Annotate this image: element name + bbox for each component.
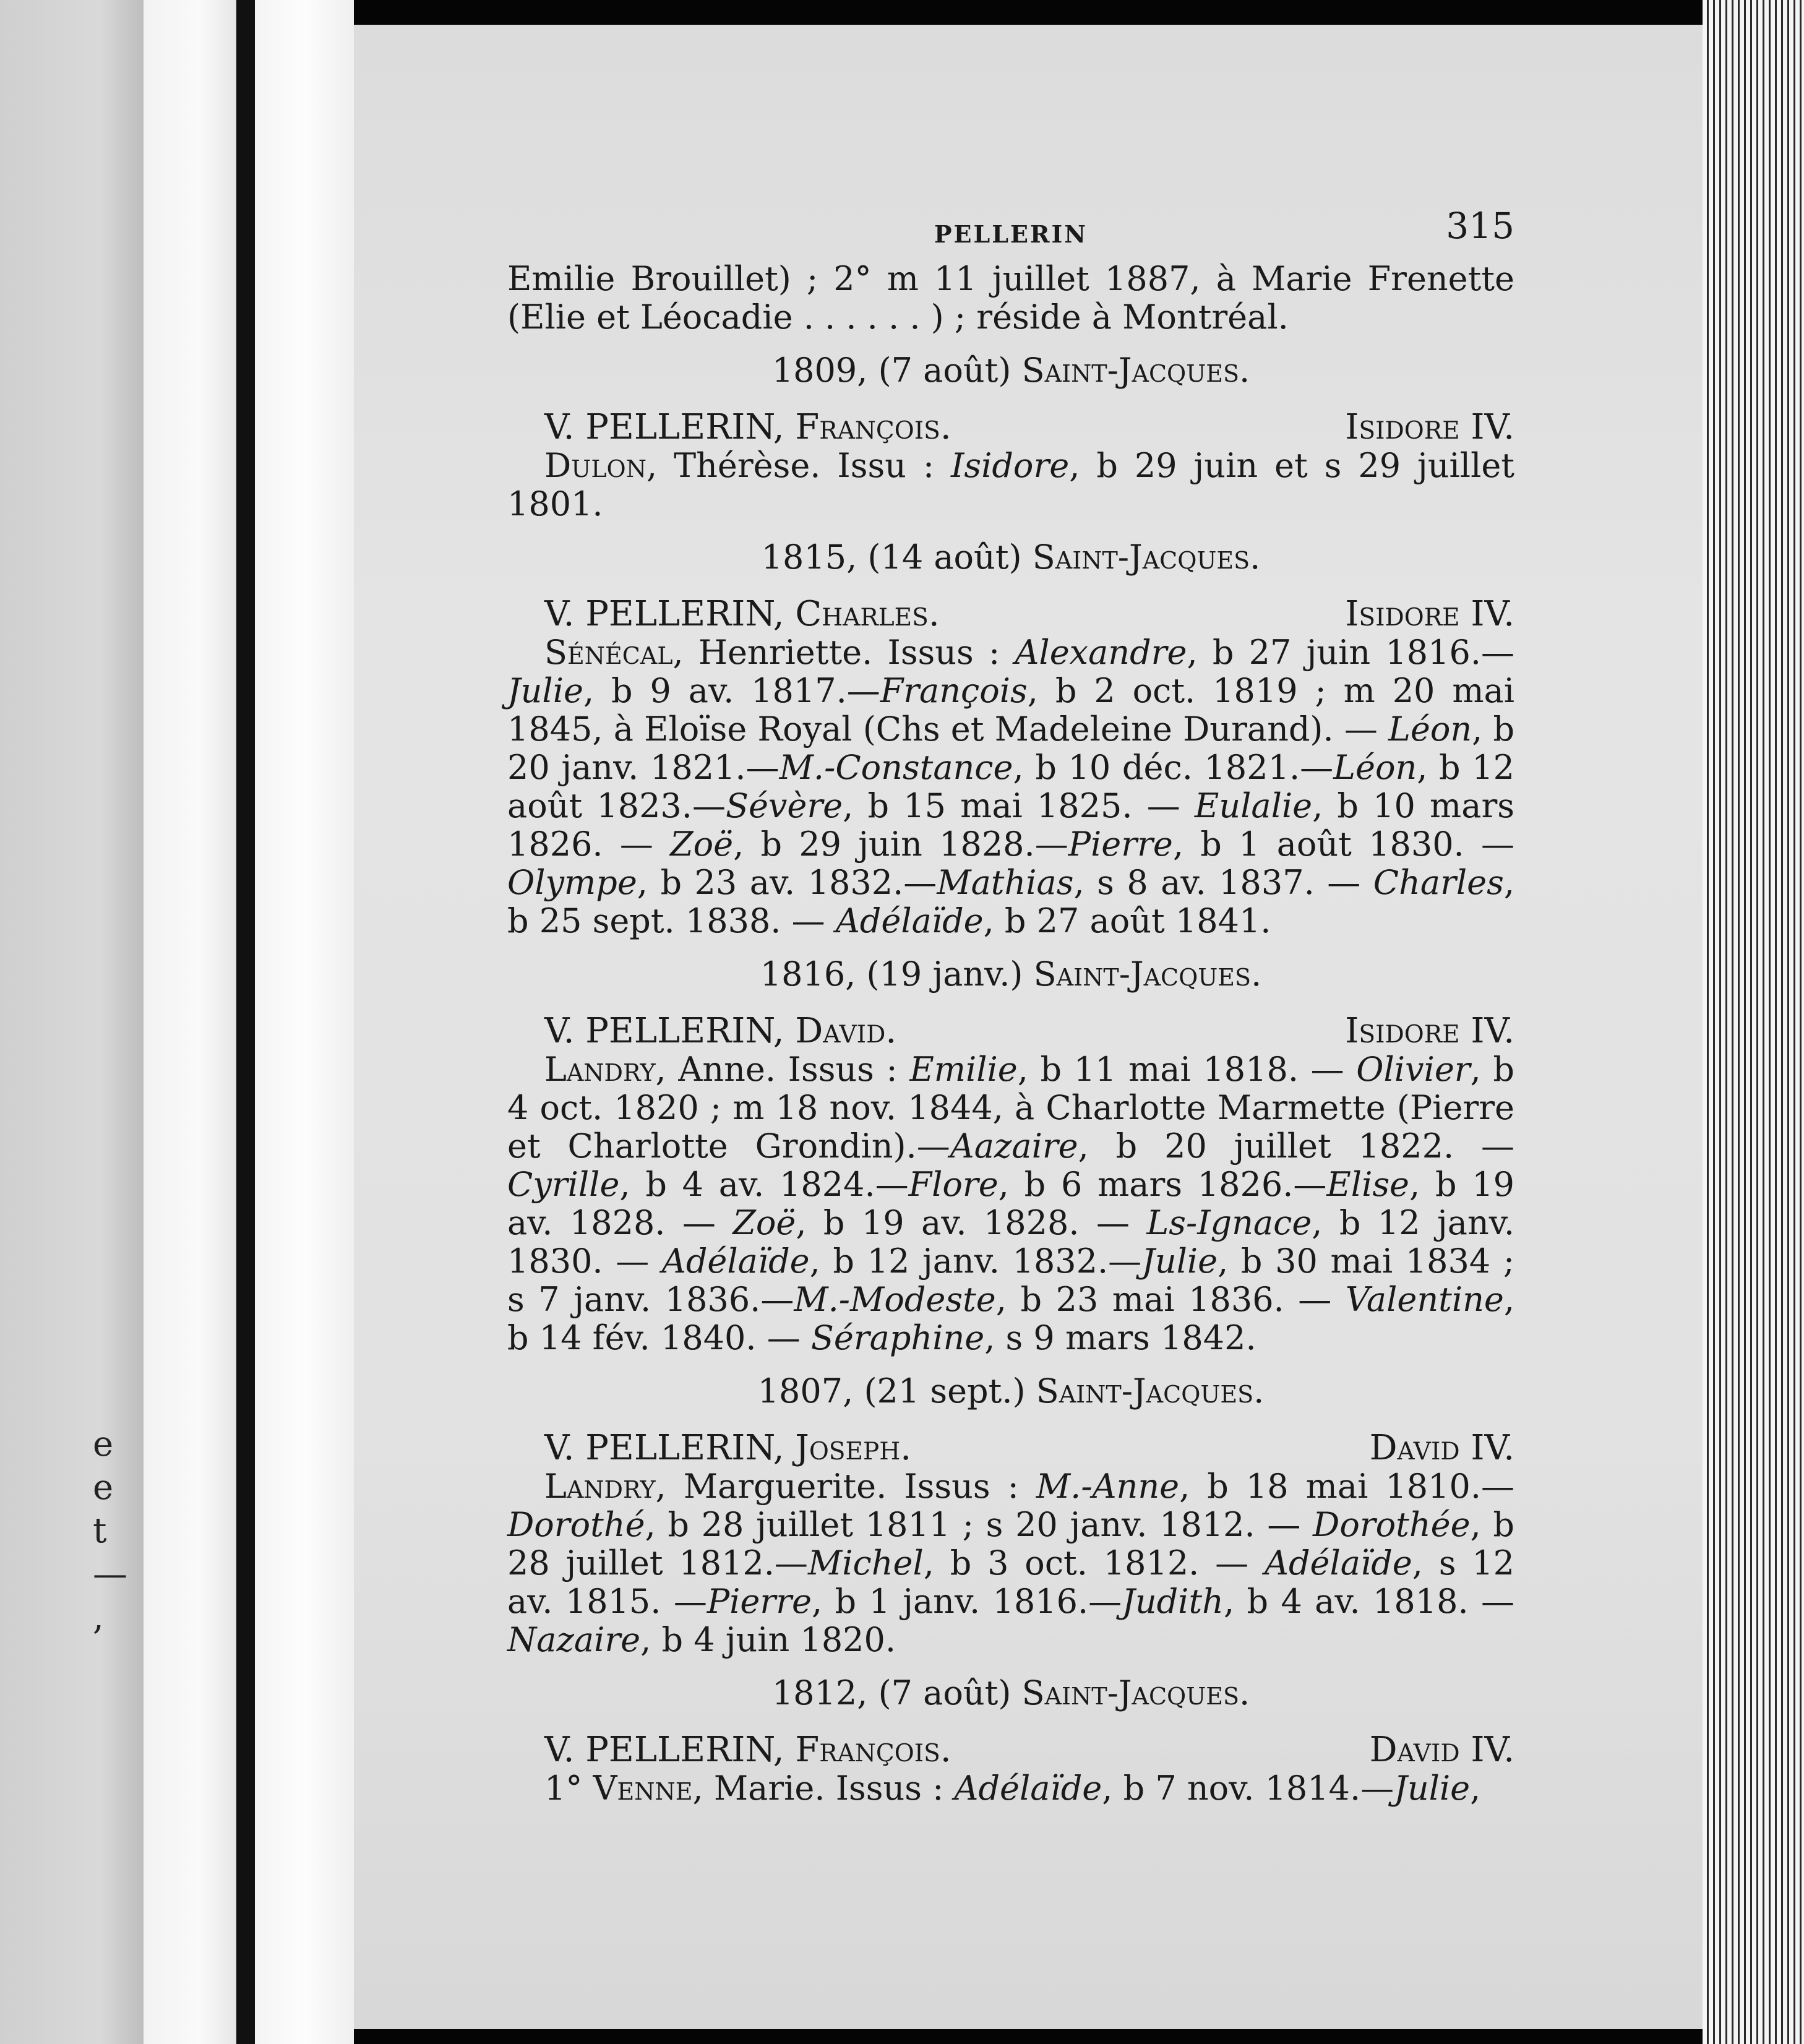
small-caps-text: David. — [795, 1011, 897, 1051]
text-run: , b 20 juillet 1822. — — [1078, 1127, 1514, 1166]
text-run: , s 9 mars 1842. — [984, 1318, 1256, 1357]
text-run: , b 7 nov. 1814.— — [1102, 1769, 1394, 1808]
text-run: V. PELLERIN, — [544, 1011, 796, 1051]
small-caps-text: Saint-Jacques. — [1021, 351, 1250, 390]
marriage-date-line — [507, 1372, 1514, 1411]
small-caps-text: Isidore — [1345, 1011, 1460, 1051]
entry-heading — [544, 1731, 1514, 1769]
name-italic: Charles — [1373, 863, 1504, 902]
text-run: 1809, (7 août) — [771, 351, 1022, 390]
name-italic: Olympe — [507, 863, 637, 902]
text-run: , b 12 août 1823.— — [507, 748, 1514, 825]
name-italic: Aazaire — [950, 1127, 1078, 1166]
text-run: , b 4 av. 1824.— — [619, 1165, 909, 1204]
text-run: IV. — [1459, 594, 1514, 634]
name-italic: Valentine — [1345, 1280, 1504, 1319]
text-run: , b 27 juin 1816.— — [1187, 633, 1514, 672]
text-run: 1816, (19 janv.) — [760, 955, 1034, 994]
margin-mark: t — [93, 1511, 107, 1551]
text-run: IV. — [1459, 1428, 1514, 1468]
marriage-date-line — [507, 955, 1514, 994]
small-caps-text: François. — [795, 1730, 951, 1770]
text-run: IV. — [1459, 1011, 1514, 1051]
text-run: , b 27 août 1841. — [983, 901, 1271, 940]
marriage-date-line — [507, 351, 1514, 390]
book-gutter — [236, 0, 255, 2044]
margin-mark: e — [93, 1424, 114, 1464]
page-text — [507, 204, 1514, 1808]
entry-lineage — [1345, 408, 1514, 447]
name-italic: Flore — [908, 1165, 999, 1204]
name-italic: Elise — [1326, 1165, 1410, 1204]
text-run: , Anne. Issus : — [655, 1050, 910, 1089]
page-stack-edges — [1703, 0, 1804, 2044]
name-italic: Judith — [1122, 1582, 1224, 1621]
margin-mark: e — [93, 1467, 114, 1508]
entry-heading — [544, 1012, 1514, 1050]
text-run: , b 23 mai 1836. — — [995, 1280, 1346, 1319]
text-run: , b 30 mai 1834 ; s 7 janv. 1836.— — [507, 1242, 1515, 1319]
small-caps-text: David — [1369, 1428, 1460, 1468]
page-margin-band — [255, 0, 354, 2044]
text-run: V. PELLERIN, — [544, 407, 796, 447]
entry-lineage — [1345, 1012, 1514, 1050]
small-caps-text: Isidore — [1345, 594, 1460, 634]
name-italic: Eulalie — [1194, 786, 1313, 825]
running-head: PELLERIN — [934, 220, 1088, 248]
small-caps-text: Saint-Jacques. — [1021, 1673, 1250, 1712]
text-run: , b 20 janv. 1821.— — [507, 710, 1515, 787]
entry-heading — [544, 595, 1514, 633]
small-caps-text: Saint-Jacques. — [1036, 1372, 1265, 1411]
text-run: , b 18 mai 1810.— — [1179, 1467, 1514, 1506]
text-run: , b 10 mars 1826. — — [507, 786, 1514, 864]
text-run: , b 29 juin et s 29 juillet 1801. — [507, 446, 1514, 523]
small-caps-text: David — [1369, 1730, 1460, 1770]
name-italic: Adélaïde — [954, 1769, 1102, 1808]
entry-name — [544, 408, 951, 447]
text-run: , b 28 juillet 1811 ; s 20 janv. 1812. — — [645, 1505, 1313, 1544]
name-italic: M.-Constance — [779, 748, 1013, 787]
name-italic: Sévère — [725, 786, 843, 825]
small-caps-text: Landry — [544, 1467, 656, 1506]
text-run: , b 4 oct. 1820 ; m 18 nov. 1844, à Charlotte Marmette (Pierre et Charlotte Grondin).— — [507, 1050, 1514, 1166]
name-italic: Pierre — [707, 1582, 812, 1621]
entry-paragraph — [507, 260, 1514, 337]
text-run: , b 10 déc. 1821.— — [1013, 748, 1334, 787]
small-caps-text: Isidore — [1345, 407, 1460, 447]
name-italic: Dorothée — [1313, 1505, 1471, 1544]
name-italic: Julie — [1394, 1769, 1471, 1808]
text-run: V. PELLERIN, — [544, 594, 796, 634]
text-run: , b 14 fév. 1840. — — [507, 1280, 1514, 1357]
name-italic: M.-Anne — [1036, 1467, 1180, 1506]
name-italic: Zoë — [670, 825, 734, 864]
text-run: IV. — [1459, 407, 1514, 447]
small-caps-text: Joseph. — [795, 1428, 912, 1468]
name-italic: Léon — [1333, 748, 1417, 787]
margin-mark: , — [93, 1597, 104, 1638]
entry-lineage — [1370, 1429, 1514, 1467]
text-run: V. PELLERIN, — [544, 1730, 796, 1770]
text-run: , b 19 av. 1828. — — [796, 1203, 1147, 1242]
text-run: , b 1 janv. 1816.— — [811, 1582, 1122, 1621]
entry-name — [544, 595, 940, 633]
text-run: , b 2 oct. 1819 ; m 20 mai 1845, à Eloïse Royal (Chs et Madeleine Durand). — — [507, 671, 1514, 749]
name-italic: Michel — [807, 1544, 924, 1582]
text-run: , b 15 mai 1825. — — [843, 786, 1195, 825]
text-run: , Marie. Issus : — [692, 1769, 955, 1808]
small-caps-text: Saint-Jacques. — [1033, 955, 1262, 994]
text-run: V. PELLERIN, — [544, 1428, 796, 1468]
name-italic: Adélaïde — [835, 901, 984, 940]
name-italic: Dorothé — [507, 1505, 645, 1544]
entry-name — [544, 1012, 896, 1050]
text-run: , b 11 mai 1818. — — [1017, 1050, 1357, 1089]
name-italic: Julie — [1141, 1242, 1218, 1281]
entry-name — [544, 1731, 951, 1769]
text-run: , b 6 mars 1826.— — [998, 1165, 1327, 1204]
entry-lineage — [1370, 1731, 1514, 1769]
page-number: 315 — [1446, 205, 1514, 247]
text-run: 1815, (14 août) — [761, 538, 1033, 577]
name-italic: Cyrille — [507, 1165, 620, 1204]
page-header — [507, 204, 1514, 254]
text-run: 1807, (21 sept.) — [757, 1372, 1036, 1411]
small-caps-text: Saint-Jacques. — [1032, 538, 1261, 577]
entry-paragraph — [507, 633, 1514, 940]
text-run: , b 12 janv. 1832.— — [809, 1242, 1142, 1281]
name-italic: Pierre — [1068, 825, 1173, 864]
entry-lineage — [1345, 595, 1514, 633]
entry-heading — [544, 408, 1514, 447]
text-run: , b 12 janv. 1830. — — [507, 1203, 1515, 1281]
text-run: , b 28 juillet 1812.— — [507, 1505, 1514, 1582]
text-run: , b 25 sept. 1838. — — [507, 863, 1515, 940]
name-italic: Léon — [1388, 710, 1472, 749]
marriage-date-line — [507, 538, 1514, 577]
body-text — [507, 260, 1514, 1808]
text-run: , s 8 av. 1837. — — [1073, 863, 1373, 902]
text-run: , Marguerite. Issus : — [655, 1467, 1036, 1506]
text-run: , b 4 juin 1820. — [640, 1620, 896, 1659]
text-run: 1° — [544, 1769, 593, 1808]
name-italic: Séraphine — [810, 1318, 985, 1357]
text-run: , Henriette. Issus : — [672, 633, 1015, 672]
name-italic: Ls-Ignace — [1146, 1203, 1312, 1242]
name-italic: M.-Modeste — [794, 1280, 996, 1319]
small-caps-text: Venne — [593, 1769, 693, 1808]
name-italic: Adélaïde — [1264, 1544, 1412, 1582]
text-run: , b 3 oct. 1812. — — [923, 1544, 1265, 1582]
marriage-date-line — [507, 1674, 1514, 1712]
name-italic: Julie — [507, 671, 583, 710]
name-italic: Nazaire — [507, 1620, 641, 1659]
small-caps-text: Sénécal — [544, 633, 673, 672]
text-run: 1812, (7 août) — [771, 1673, 1022, 1712]
entry-paragraph — [507, 1050, 1514, 1357]
left-page — [0, 0, 144, 2044]
entry-paragraph — [507, 447, 1514, 523]
name-italic: Emilie — [909, 1050, 1018, 1089]
small-caps-text: Charles. — [795, 594, 940, 634]
entry-heading — [544, 1429, 1514, 1467]
small-caps-text: Landry — [544, 1050, 656, 1089]
name-italic: Zoë — [732, 1203, 796, 1242]
text-run: , b 29 juin 1828.— — [733, 825, 1068, 864]
margin-mark: — — [93, 1554, 127, 1594]
text-run: , b 4 av. 1818. — — [1223, 1582, 1514, 1621]
left-margin-marks — [93, 1423, 142, 1639]
name-italic: Olivier — [1356, 1050, 1471, 1089]
name-italic: François — [880, 671, 1028, 710]
name-italic: Isidore — [951, 446, 1070, 485]
text-run: , b 23 av. 1832.— — [637, 863, 937, 902]
name-italic: Alexandre — [1015, 633, 1187, 672]
name-italic: Adélaïde — [661, 1242, 810, 1281]
text-run: , b 9 av. 1817.— — [583, 671, 880, 710]
entry-paragraph — [507, 1467, 1514, 1659]
text-run: , Thérèse. Issu : — [646, 446, 951, 485]
left-page-edge — [144, 0, 236, 2044]
text-run: IV. — [1459, 1730, 1514, 1770]
text-run: , b 19 av. 1828. — — [507, 1165, 1515, 1242]
entry-name — [544, 1429, 911, 1467]
small-caps-text: François. — [795, 407, 951, 447]
small-caps-text: Dulon — [544, 446, 646, 485]
text-run: , s 12 av. 1815. — — [507, 1544, 1514, 1621]
text-run: , b 1 août 1830. — — [1172, 825, 1514, 864]
name-italic: Mathias — [937, 863, 1074, 902]
entry-paragraph — [507, 1769, 1514, 1808]
text-run: Emilie Brouillet) ; 2° m 11 juillet 1887, à Marie Frenette (Elie et Léocadie . . . . . . ) ; réside à Montréal. — [507, 259, 1514, 337]
text-run: , — [1470, 1769, 1481, 1808]
